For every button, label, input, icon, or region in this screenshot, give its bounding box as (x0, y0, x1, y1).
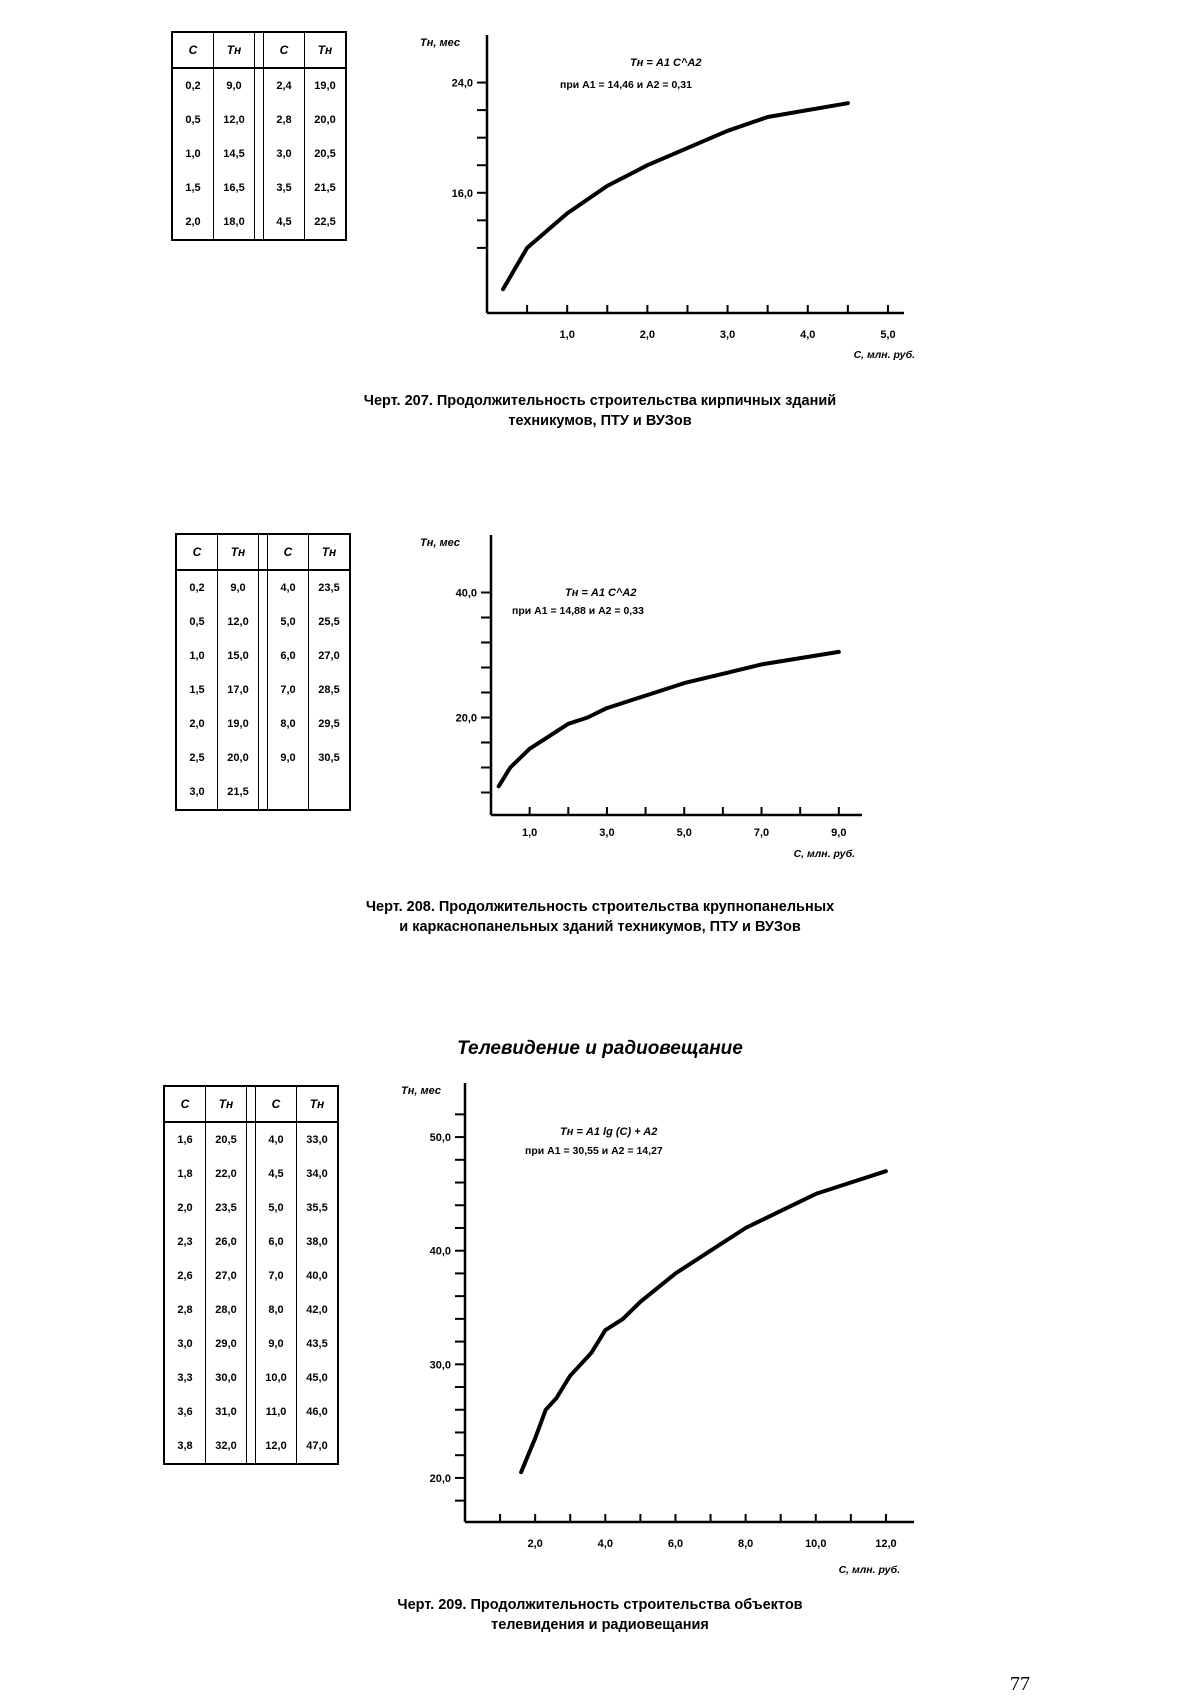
cell: 7,0 (268, 673, 309, 707)
cell: 45,0 (297, 1361, 339, 1395)
cell: 2,3 (164, 1225, 206, 1259)
cell: 12,0 (218, 605, 259, 639)
header-c: C (264, 32, 305, 68)
cell: 3,8 (164, 1429, 206, 1464)
cell: 22,5 (305, 205, 347, 240)
cell: 21,5 (218, 775, 259, 810)
y-axis-label: Тн, мес (420, 537, 460, 549)
cell: 2,6 (164, 1259, 206, 1293)
cell: 4,5 (256, 1157, 297, 1191)
y-axis-label: Тн, мес (420, 37, 460, 49)
cell: 3,6 (164, 1395, 206, 1429)
x-tick-label: 9,0 (831, 827, 847, 839)
cell: 3,0 (176, 775, 218, 810)
cell: 4,0 (268, 570, 309, 605)
cell: 22,0 (206, 1157, 247, 1191)
cell: 19,0 (305, 68, 347, 103)
cell: 9,0 (256, 1327, 297, 1361)
chart-params: при A1 = 30,55 и A2 = 14,27 (525, 1145, 663, 1157)
header-tn: Тн (305, 32, 347, 68)
cell: 1,0 (172, 137, 214, 171)
cell: 7,0 (256, 1259, 297, 1293)
cell: 35,5 (297, 1191, 339, 1225)
cell: 46,0 (297, 1395, 339, 1429)
series-line (503, 103, 848, 289)
cell: 27,0 (206, 1259, 247, 1293)
cell: 11,0 (256, 1395, 297, 1429)
cell: 15,0 (218, 639, 259, 673)
cell: 32,0 (206, 1429, 247, 1464)
cell: 2,8 (264, 103, 305, 137)
x-axis-label: С, млн. руб. (793, 848, 855, 860)
y-tick-label: 40,0 (455, 587, 477, 600)
cell: 23,5 (206, 1191, 247, 1225)
x-tick-label: 1,0 (559, 329, 575, 341)
cell: 10,0 (256, 1361, 297, 1395)
cell: 8,0 (268, 707, 309, 741)
caption-line: техникумов, ПТУ и ВУЗов (508, 413, 692, 429)
cell: 9,0 (214, 68, 255, 103)
cell: 12,0 (214, 103, 255, 137)
y-axis-label: Тн, мес (401, 1085, 441, 1097)
header-c: C (176, 534, 218, 570)
cell: 3,3 (164, 1361, 206, 1395)
cell: 20,0 (218, 741, 259, 775)
x-tick-label: 3,0 (599, 827, 615, 839)
cell: 29,0 (206, 1327, 247, 1361)
y-tick-label: 20,0 (429, 1472, 451, 1485)
caption-line: Черт. 209. Продолжительность строительства объектов (397, 1597, 803, 1613)
x-tick-label: 5,0 (676, 827, 692, 839)
cell: 47,0 (297, 1429, 339, 1464)
cell: 40,0 (297, 1259, 339, 1293)
cell: 3,0 (264, 137, 305, 171)
header-tn: Тн (297, 1086, 339, 1122)
cell: 27,0 (309, 639, 351, 673)
page-number: 77 (1010, 1673, 1030, 1695)
cell: 2,5 (176, 741, 218, 775)
cell: 19,0 (218, 707, 259, 741)
cell: 8,0 (256, 1293, 297, 1327)
cell: 2,0 (172, 205, 214, 240)
y-tick-label: 40,0 (429, 1245, 451, 1258)
cell: 2,0 (176, 707, 218, 741)
cell: 1,0 (176, 639, 218, 673)
cell: 28,5 (309, 673, 351, 707)
cell: 29,5 (309, 707, 351, 741)
cell: 12,0 (256, 1429, 297, 1464)
cell: 20,5 (305, 137, 347, 171)
cell: 6,0 (268, 639, 309, 673)
cell: 0,2 (172, 68, 214, 103)
cell: 26,0 (206, 1225, 247, 1259)
x-tick-label: 2,0 (527, 1538, 543, 1550)
chart-formula: Тн = A1 lg (C) + A2 (560, 1126, 658, 1138)
cell: 20,5 (206, 1122, 247, 1157)
cell: 30,5 (309, 741, 351, 775)
header-c: C (268, 534, 309, 570)
header-tn: Тн (214, 32, 255, 68)
cell: 20,0 (305, 103, 347, 137)
header-tn: Тн (218, 534, 259, 570)
caption-line: Черт. 208. Продолжительность строительства крупнопанельных (365, 899, 835, 915)
x-tick-label: 1,0 (521, 827, 538, 839)
caption-208 (0, 897, 1200, 937)
cell: 1,6 (164, 1122, 206, 1157)
cell: 9,0 (268, 741, 309, 775)
chart-formula: Тн = A1 C^A2 (630, 57, 702, 69)
x-tick-label: 4,0 (597, 1538, 613, 1550)
x-tick-label: 10,0 (805, 1538, 827, 1550)
header-c: C (164, 1086, 206, 1122)
cell: 30,0 (206, 1361, 247, 1395)
chart-params: при A1 = 14,46 и A2 = 0,31 (560, 79, 692, 91)
cell: 28,0 (206, 1293, 247, 1327)
cell: 18,0 (214, 205, 255, 240)
x-tick-label: 5,0 (880, 329, 896, 341)
cell: 0,5 (176, 605, 218, 639)
caption-209 (0, 1595, 1200, 1635)
header-c: C (172, 32, 214, 68)
x-tick-label: 7,0 (753, 827, 770, 839)
cell: 1,8 (164, 1157, 206, 1191)
caption-line: телевидения и радиовещания (491, 1617, 709, 1633)
cell: 3,0 (164, 1327, 206, 1361)
x-tick-label: 4,0 (800, 329, 816, 341)
y-tick-label: 20,0 (455, 712, 477, 725)
cell: 25,5 (309, 605, 351, 639)
cell: 4,5 (264, 205, 305, 240)
cell: 38,0 (297, 1225, 339, 1259)
cell: 5,0 (268, 605, 309, 639)
cell: 14,5 (214, 137, 255, 171)
y-tick-label: 30,0 (429, 1359, 451, 1372)
cell: 16,5 (214, 171, 255, 205)
cell: 23,5 (309, 570, 351, 605)
header-tn: Тн (206, 1086, 247, 1122)
cell: 1,5 (176, 673, 218, 707)
y-tick-label: 16,0 (451, 187, 473, 200)
cell: 31,0 (206, 1395, 247, 1429)
cell: 17,0 (218, 673, 259, 707)
caption-line: и каркаснопанельных зданий техникумов, ПТУ и ВУЗов (399, 919, 801, 935)
cell: 34,0 (297, 1157, 339, 1191)
caption-207 (0, 391, 1200, 431)
cell: 21,5 (305, 171, 347, 205)
x-axis-label: С, млн. руб. (853, 349, 915, 361)
y-tick-label: 24,0 (451, 77, 473, 90)
header-tn: Тн (309, 534, 351, 570)
header-c: C (256, 1086, 297, 1122)
cell: 1,5 (172, 171, 214, 205)
cell: 33,0 (297, 1122, 339, 1157)
cell: 4,0 (256, 1122, 297, 1157)
chart-params: при A1 = 14,88 и A2 = 0,33 (512, 605, 644, 617)
cell: 0,2 (176, 570, 218, 605)
cell: 3,5 (264, 171, 305, 205)
section-heading: Телевидение и радиовещание (457, 1038, 743, 1059)
cell: 43,5 (297, 1327, 339, 1361)
cell: 5,0 (256, 1191, 297, 1225)
cell: 2,0 (164, 1191, 206, 1225)
cell: 6,0 (256, 1225, 297, 1259)
x-tick-label: 12,0 (875, 1538, 897, 1550)
cell: 2,4 (264, 68, 305, 103)
x-tick-label: 3,0 (719, 329, 736, 341)
chart-formula: Тн = A1 C^A2 (565, 587, 637, 599)
cell: 2,8 (164, 1293, 206, 1327)
x-tick-label: 6,0 (667, 1538, 684, 1550)
cell: 0,5 (172, 103, 214, 137)
x-axis-label: С, млн. руб. (838, 1564, 900, 1576)
caption-line: Черт. 207. Продолжительность строительства кирпичных зданий (363, 393, 837, 409)
cell: 42,0 (297, 1293, 339, 1327)
cell: 9,0 (218, 570, 259, 605)
y-tick-label: 50,0 (429, 1132, 451, 1145)
x-tick-label: 2,0 (639, 329, 656, 341)
series-line (499, 652, 839, 786)
series-line (521, 1171, 886, 1472)
x-tick-label: 8,0 (737, 1538, 754, 1550)
